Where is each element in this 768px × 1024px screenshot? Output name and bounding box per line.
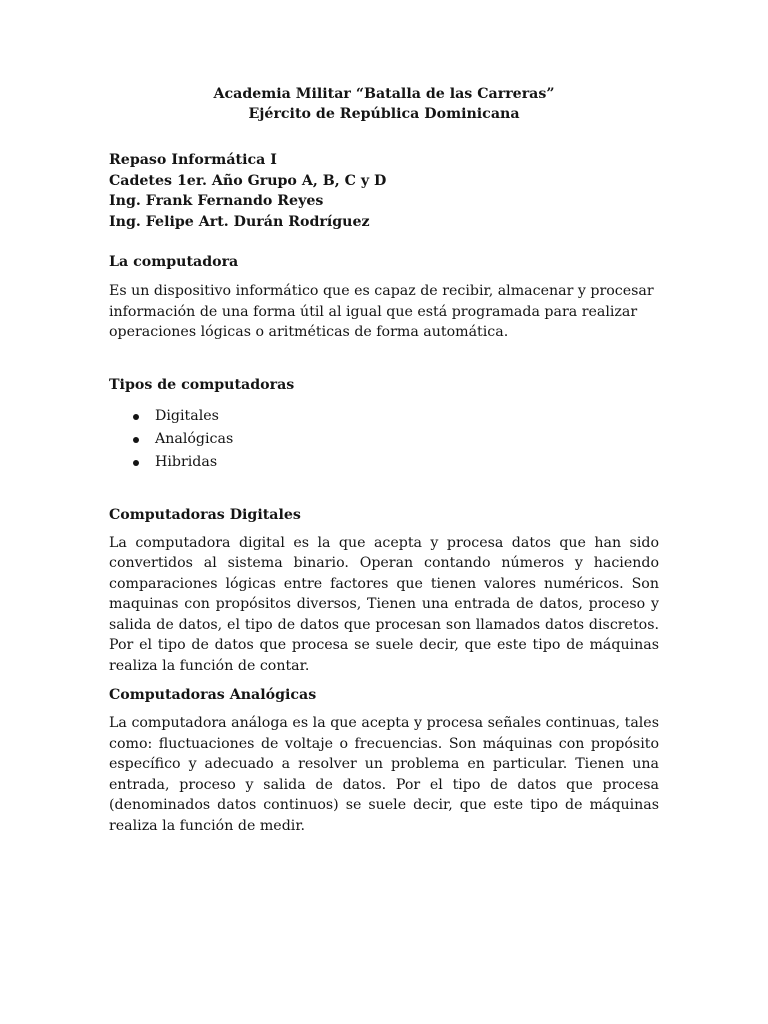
course-name: Repaso Informática I [109, 152, 277, 168]
document-page [109, 84, 659, 836]
course-info [109, 150, 659, 232]
heading-computadoras-digitales: Computadoras Digitales [109, 506, 301, 523]
types-list [109, 405, 659, 474]
bullet-icon [133, 414, 139, 420]
paragraph-la-computadora: Es un dispositivo informático que es capaz de recibir, almacenar y procesar información de una forma útil al igual que está programada para realizar operaciones lógicas o aritméticas de forma automática. [109, 283, 654, 340]
document-header [109, 84, 659, 124]
list-item-label: Analógicas [155, 430, 234, 447]
list-item-label: Digitales [155, 407, 219, 424]
army-title: Ejército de República Dominicana [248, 106, 520, 122]
list-item-label: Hibridas [155, 453, 218, 470]
list-item [109, 428, 659, 451]
paragraph-computadoras-analogicas: La computadora análoga es la que acepta y procesa señales continuas, tales como: fluctuaciones de voltaje o frecuencias. Son máquinas con propósito específico y adecuado a resolver un problema en particular. Tienen una entrada, proceso y salida de datos. Por el tipo de datos que procesa (denominados datos continuos) se suele decir, que este tipo de máquinas realiza la función de medir. [109, 715, 659, 834]
instructor-1: Ing. Frank Fernando Reyes [109, 193, 324, 209]
instructor-2: Ing. Felipe Art. Durán Rodríguez [109, 213, 370, 230]
cadet-groups: Cadetes 1er. Año Grupo A, B, C y D [109, 172, 387, 189]
list-item [109, 451, 659, 474]
paragraph-computadoras-digitales: La computadora digital es la que acepta y procesa datos que han sido convertidos al sistema binario. Operan contando números y haciendo comparaciones lógicas entre factores que tienen valores numéricos. Son maquinas con propósitos diversos, Tienen una entrada de datos, proceso y salida de datos, el tipo de datos que procesan son llamados datos discretos. Por el tipo de datos que procesa se suele decir, que este tipo de máquinas realiza la función de contar. [109, 534, 659, 674]
bullet-icon [133, 460, 139, 466]
academy-title: Academia Militar “Batalla de las Carreras” [213, 86, 555, 102]
heading-tipos-de-computadoras: Tipos de computadoras [109, 376, 295, 393]
heading-la-computadora: La computadora [109, 254, 239, 270]
heading-computadoras-analogicas: Computadoras Analógicas [109, 687, 317, 703]
list-item [109, 405, 659, 428]
bullet-icon [133, 437, 139, 443]
